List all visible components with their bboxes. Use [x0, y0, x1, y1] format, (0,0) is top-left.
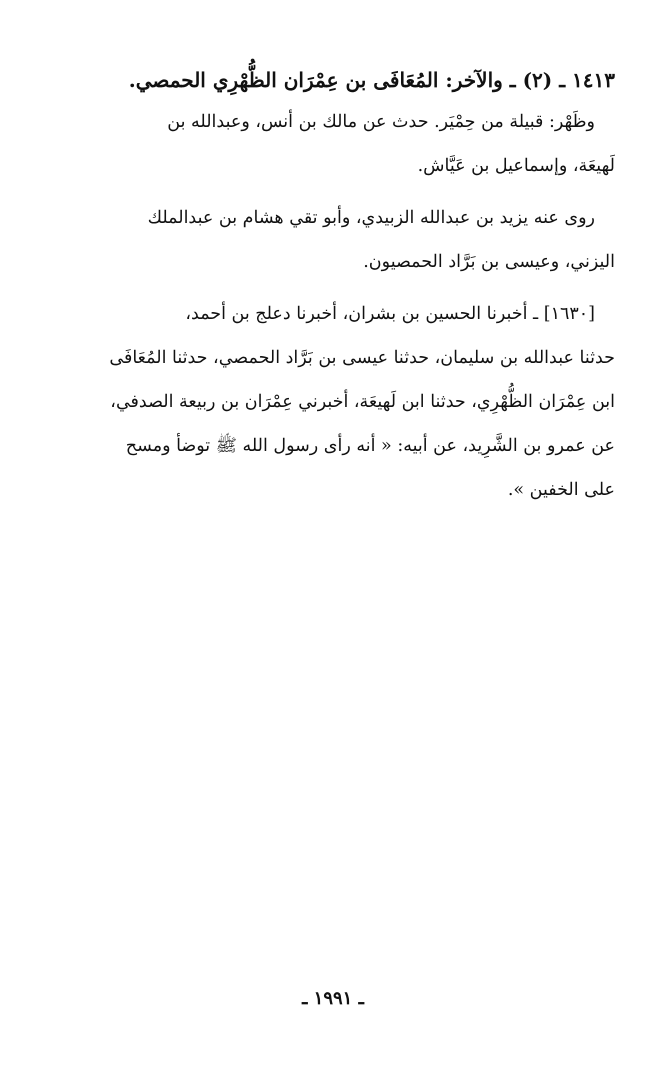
text-line: عن عمرو بن الشَّرِيد، عن أبيه: « أنه رأى رسول الله ﷺ توضأ ومسح [125, 436, 615, 456]
paragraph-narrators [60, 196, 615, 284]
text-line: [١٦٣٠] ـ أخبرنا الحسين بن بشران، أخبرنا دعلج بن أحمد، [185, 304, 595, 324]
text-line: وظَهْر: قبيلة من حِمْيَر. حدث عن مالك بن أنس، وعبدالله بن [167, 112, 595, 132]
text-line: روى عنه يزيد بن عبدالله الزبيدي، وأبو تقي هشام بن عبدالملك [147, 208, 595, 228]
text-line: لَهيعَة، وإسماعيل بن عَيَّاش. [417, 156, 615, 176]
paragraph-tribe-note [60, 100, 615, 188]
text-line: حدثنا عبدالله بن سليمان، حدثنا عيسى بن بَرَّاد الحمصي، حدثنا المُعَافَى [109, 348, 615, 368]
text-line: اليزني، وعيسى بن بَرَّاد الحمصيون. [363, 252, 615, 272]
text-line: ابن عِمْرَان الظُّهْرِي، حدثنا ابن لَهيعَة، أخبرني عِمْرَان بن ربيعة الصدفي، [110, 392, 615, 412]
entry-body [60, 60, 615, 512]
paragraph-hadith [60, 292, 615, 512]
page-number: ـ ١٩٩١ ـ [302, 988, 364, 1009]
entry-heading: ١٤١٣ ـ (٢) ـ والآخر: المُعَافَى بن عِمْرَان الظُّهْرِي الحمصي. [128, 68, 615, 92]
text-line: على الخفين ». [507, 480, 615, 500]
